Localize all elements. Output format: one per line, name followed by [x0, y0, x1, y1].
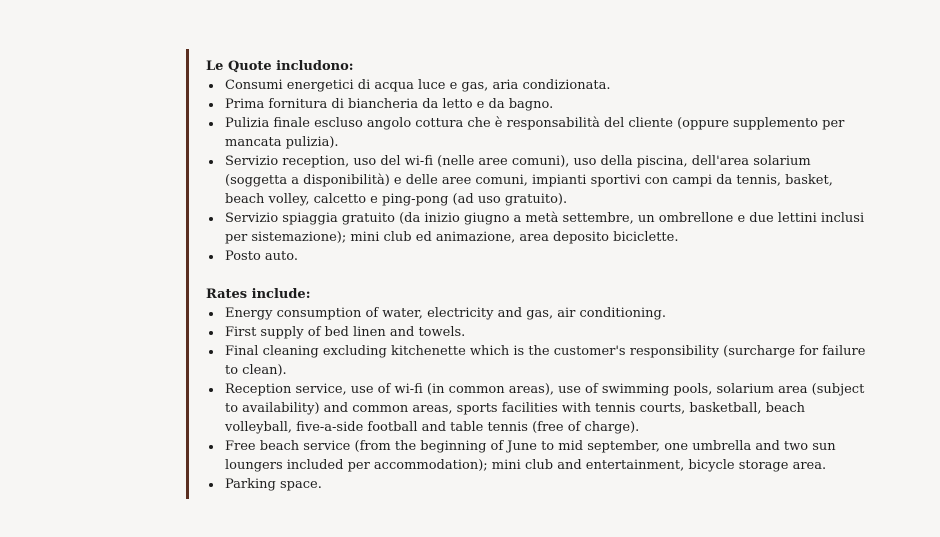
- bullet-icon: [209, 255, 213, 259]
- english-list: [206, 304, 866, 494]
- list-item-text: Consumi energetici di acqua luce e gas, aria condizionata.: [225, 78, 611, 93]
- list-item: [206, 342, 866, 380]
- list-item-text: Parking space.: [225, 477, 322, 492]
- list-item: [206, 76, 866, 95]
- bullet-icon: [209, 350, 213, 354]
- bullet-icon: [209, 84, 213, 88]
- list-item-text: Final cleaning excluding kitchenette which is the customer's responsibility (surcharge for failure to clean).: [225, 344, 866, 378]
- list-item: [206, 323, 866, 342]
- list-item-text: First supply of bed linen and towels.: [225, 325, 466, 340]
- section-spacer: [206, 266, 866, 285]
- rates-info-block: [186, 49, 866, 499]
- list-item: [206, 247, 866, 266]
- list-item: [206, 95, 866, 114]
- italian-list: [206, 76, 866, 266]
- list-item-text: Posto auto.: [225, 249, 298, 264]
- list-item-text: Pulizia finale escluso angolo cottura che è responsabilità del cliente (oppure supplemento per mancata pulizia).: [225, 116, 845, 150]
- list-item-text: Reception service, use of wi-fi (in common areas), use of swimming pools, solarium area (subject to availability) and common areas, sports facilities with tennis courts, basketball, beach volleyball, five-a-side football and table tennis (free of charge).: [225, 382, 865, 435]
- list-item: [206, 304, 866, 323]
- english-heading: Rates include:: [206, 287, 311, 302]
- list-item-text: Free beach service (from the beginning of June to mid september, one umbrella and two sun loungers included per accommodation); mini club and entertainment, bicycle storage area.: [225, 439, 836, 473]
- bullet-icon: [209, 217, 213, 221]
- bullet-icon: [209, 103, 213, 107]
- list-item-text: Energy consumption of water, electricity and gas, air conditioning.: [225, 306, 666, 321]
- list-item: [206, 114, 866, 152]
- bullet-icon: [209, 160, 213, 164]
- list-item-text: Prima fornitura di biancheria da letto e da bagno.: [225, 97, 554, 112]
- italian-heading: Le Quote includono:: [206, 59, 354, 74]
- bullet-icon: [209, 312, 213, 316]
- bullet-icon: [209, 483, 213, 487]
- bullet-icon: [209, 388, 213, 392]
- bullet-icon: [209, 445, 213, 449]
- list-item: [206, 380, 866, 437]
- list-item: [206, 209, 866, 247]
- list-item: [206, 152, 866, 209]
- list-item-text: Servizio reception, uso del wi-fi (nelle aree comuni), uso della piscina, dell'area solarium (soggetta a disponibilità) e delle aree comuni, impianti sportivi con campi da tennis, basket, beach volley, calcetto e ping-pong (ad uso gratuito).: [225, 154, 833, 207]
- list-item: [206, 475, 866, 494]
- bullet-icon: [209, 331, 213, 335]
- list-item: [206, 437, 866, 475]
- bullet-icon: [209, 122, 213, 126]
- list-item-text: Servizio spiaggia gratuito (da inizio giugno a metà settembre, un ombrellone e due lettini inclusi per sistemazione); mini club ed animazione, area deposito biciclette.: [225, 211, 865, 245]
